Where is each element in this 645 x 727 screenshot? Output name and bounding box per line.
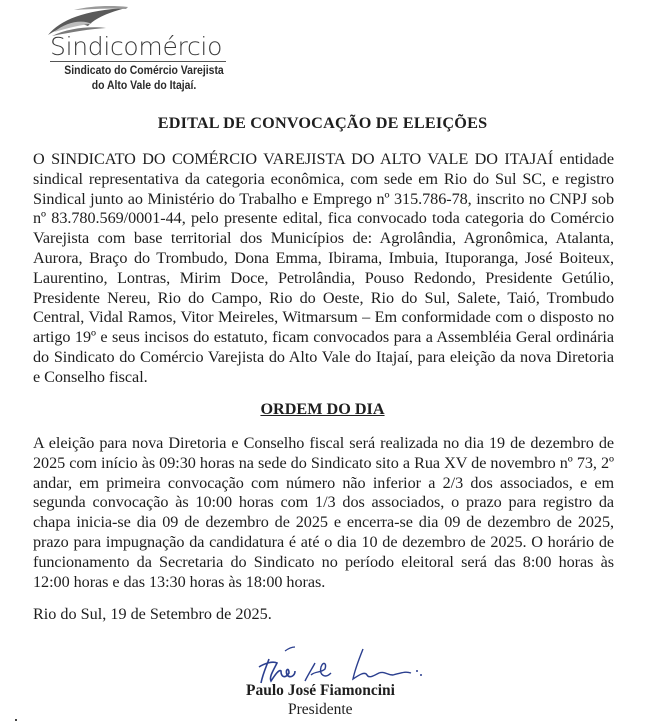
sindicomercio-logo [40, 2, 240, 98]
logo-subtitle-line1: Sindicato do Comércio Varejista [64, 64, 224, 77]
agenda-paragraph: A eleição para nova Diretoria e Conselho fiscal será realizada no dia 19 de dezembro de 2025 com início às 09:30 horas na sede do Sindicato sito a Rua XV de novembro nº 73, 2º andar, em primeira convocação com número não inferior a 2/3 dos associados, e em segunda convocação às 10:00 horas com 1/3 dos associados, o prazo para registro da chapa inicia-se dia 09 de dezembro de 2025 e encerra-se dia 09 de dezembro de 2025, prazo para impugnação da candidatura é até o dia 10 de dezembro de 2025. O horário de funcionamento da Secretaria do Sindicato no período eleitoral será das 8:00 horas às 12:00 horas e das 13:30 horas às 18:00 horas. [33, 434, 614, 591]
document-title: EDITAL DE CONVOCAÇÃO DE ELEIÇÕES [157, 114, 488, 132]
logo-wordmark: Sindicomércio [50, 32, 223, 61]
scan-speck [15, 719, 17, 721]
logo-divider [50, 61, 226, 62]
signer-name: Paulo José Fiamoncini [246, 682, 395, 699]
date-line: Rio do Sul, 19 de Setembro de 2025. [33, 605, 272, 623]
section-title-ordem-do-dia: ORDEM DO DIA [260, 400, 385, 418]
convocation-paragraph: O SINDICATO DO COMÉRCIO VAREJISTA DO ALTO VALE DO ITAJAÍ entidade sindical representativa da categoria econômica, com sede em Rio do Sul SC, e registro Sindical junto ao Ministério do Trabalho e Emprego nº 315.786-78, inscrito no CNPJ sob nº 83.780.569/0001-44, pelo presente edital, fica convocado toda categoria do Comércio Varejista com base territorial dos Municípios de: Agrolândia, Agronômica, Atalanta, Aurora, Braço do Trombudo, Dona Emma, Ibirama, Imbuia, Ituporanga, José Boiteux, Laurentino, Lontras, Mirim Doce, Petrolândia, Pouso Redondo, Presidente Getúlio, Presidente Nereu, Rio do Campo, Rio do Oeste, Rio do Sul, Salete, Taió, Trombudo Central, Vidal Ramos, Vitor Meireles, Witmarsum – Em conformidade com o disposto no artigo 19º e seus incisos do estatuto, ficam convocados para a Assembléia Geral ordinária do Sindicato do Comércio Varejista do Alto Vale do Itajaí, para eleição da nova Diretoria e Conselho fiscal. [33, 150, 614, 386]
logo-subtitle-line2: do Alto Vale do Itajaí. [91, 79, 197, 92]
signer-role: Presidente [288, 701, 353, 718]
